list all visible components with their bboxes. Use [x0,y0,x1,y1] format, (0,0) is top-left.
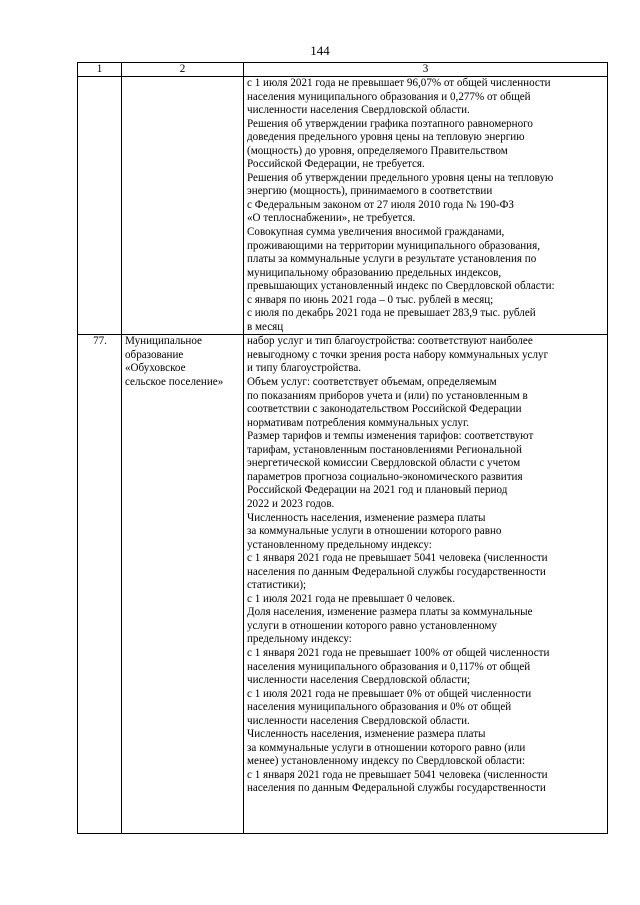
text-line: соответствии с законодательством Российской Федерации [247,403,522,416]
text-line: параметров прогноза социально-экономического развития [247,470,523,483]
text-line: Численность населения, изменение размера платы [247,728,486,741]
text-line: проживающими на территории муниципального образования, [247,239,540,252]
text-line: с 1 июля 2021 года не превышает 0 человек. [247,592,456,605]
text-line: Муниципальное [125,335,202,348]
text-line: набор услуг и тип благоустройства: соответствуют наиболее [247,335,533,348]
text-line: превышающих установленный индекс по Свердловской области: [247,280,555,293]
text-line: Российской Федерации, не требуется. [247,158,425,171]
description-cell [244,335,608,834]
text-line: с 1 января 2021 года не превышает 5041 человека (численности [247,768,548,781]
column-header-3: 3 [244,63,608,77]
text-line: Численность населения, изменение размера платы [247,511,486,524]
row-number-cell [78,77,122,335]
text-line: в месяц [247,320,284,333]
text-line: населения муниципального образования и 0,277% от общей [247,90,531,103]
table-row-77 [78,335,608,834]
text-line: с 1 января 2021 года не превышает 100% от общей численности [247,646,550,659]
text-line: предельному индексу: [247,633,352,646]
text-line: Решения об утверждении предельного уровня цены на тепловую [247,171,554,184]
table-row-continuation [78,77,608,335]
text-line: численности населения Свердловской области. [247,104,470,117]
column-header-1: 1 [78,63,122,77]
municipality-cell [122,77,244,335]
text-line: Объем услуг: соответствует объемам, определяемым [247,376,497,389]
text-line: численности населения Свердловской области; [247,674,471,687]
text-line: и типу благоустройства. [247,362,362,375]
text-line: с января по июнь 2021 года – 0 тыс. рублей в месяц; [247,293,494,306]
table-header-row [78,63,608,77]
text-line: за коммунальные услуги в отношении которого равно [247,525,502,538]
text-line: с 1 января 2021 года не превышает 5041 человека (численности [247,552,548,565]
municipality-cell [122,335,244,834]
text-line: доведения предельного уровня цены на тепловую энергию [247,131,525,144]
text-line: по показаниям приборов учета и (или) по установленным в [247,389,528,402]
text-line: тарифам, установленным постановлениями Региональной [247,443,522,456]
text-line: менее) установленному индексу по Свердловской области: [247,755,526,768]
document-table [77,62,608,834]
text-line: с 1 июля 2021 года не превышает 0% от общей численности [247,687,532,700]
text-line: образование [125,348,184,361]
text-line: платы за коммунальные услуги в результате установления по [247,253,537,266]
text-line: населения по данным Федеральной службы государственности [247,782,546,795]
text-line: Доля населения, изменение размера платы за коммунальные [247,606,533,619]
text-line: за коммунальные услуги в отношении которого равно (или [247,741,526,754]
text-line: численности населения Свердловской области. [247,714,470,727]
text-line: услуги в отношении которого равно установленному [247,619,497,632]
text-line: Решения об утверждении графика поэтапного равномерного [247,117,533,130]
text-line: населения муниципального образования и 0,117% от общей [247,660,531,673]
text-line: энергетической комиссии Свердловской области с учетом [247,457,521,470]
text-line: муниципальному образованию предельных индексов, [247,266,502,279]
description-cell [244,77,608,335]
page-number: 144 [310,43,330,58]
text-line: населения по данным Федеральной службы государственности [247,565,546,578]
text-line: невыгодному с точки зрения роста набору коммунальных услуг [247,348,549,361]
text-line: «О теплоснабжении», не требуется. [247,212,416,225]
text-line: с июля по декабрь 2021 года не превышает 283,9 тыс. рублей [247,307,536,320]
column-header-2: 2 [122,63,244,77]
text-line: с Федеральным законом от 27 июля 2010 года № 190-ФЗ [247,198,514,211]
text-line: нормативам потребления коммунальных услуг. [247,416,470,429]
text-line: статистики); [247,579,307,592]
text-line: Российской Федерации на 2021 год и плановый период [247,484,508,497]
text-line: Совокупная сумма увеличения вносимой гражданами, [247,226,505,239]
text-line: установленному предельному индексу: [247,538,432,551]
row-number-cell: 77. [78,335,122,834]
text-line: населения муниципального образования и 0% от общей [247,701,512,714]
text-line: с 1 июля 2021 года не превышает 96,07% от общей численности [247,77,551,89]
text-line: «Обуховское [125,362,186,375]
text-line: энергию (мощность), принимаемого в соответствии [247,185,493,198]
text-line: 2022 и 2023 годов. [247,497,335,510]
text-line: Размер тарифов и темпы изменения тарифов: соответствуют [247,430,534,443]
text-line: (мощность) до уровня, определяемого Правительством [247,144,508,157]
text-line: сельское поселение» [125,376,224,389]
